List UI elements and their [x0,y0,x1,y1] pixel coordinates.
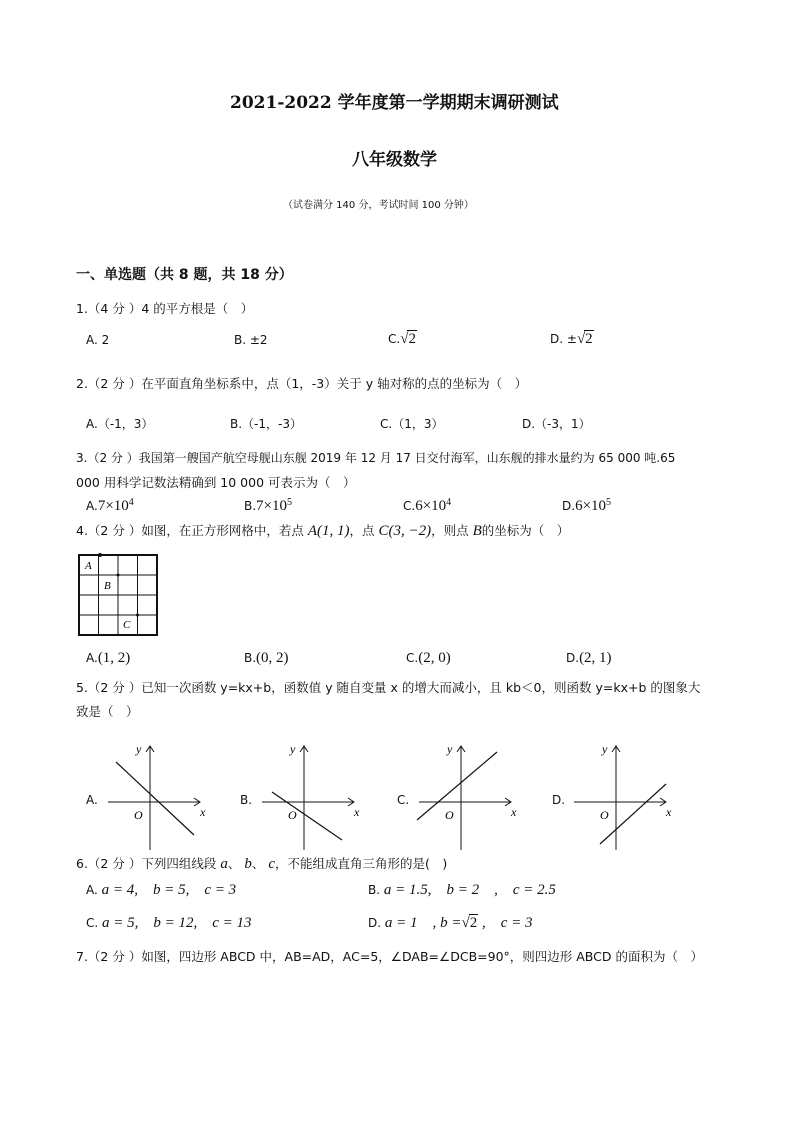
q3-option-d-expr: 6×10 [575,498,607,514]
q6-stem [76,854,447,873]
q1-option-c-radicand: 2 [408,331,416,347]
q4-option-a[interactable] [86,650,130,667]
q5-stem-line1: 5.（2 分 ）已知一次函数 y=kx+b，函数值 y 随自变量 x 的增大而减小，且 kb＜0，则函数 y=kx+b 的图象大 [76,680,701,695]
q7-stem: 7.（2 分 ）如图，四边形 ABCD 中，AB=AD，AC=5，∠DAB=∠DCB=90°，则四边形 ABCD 的面积为（ ） [76,949,703,964]
q3-option-a-label: A. [86,499,98,513]
y-axis-label: y [602,742,608,756]
q1-option-d[interactable] [550,330,594,348]
q4-point-a: A(1, 1) [307,523,350,539]
sqrt-symbol: √2 [576,331,593,347]
grid-point-c [136,614,139,617]
exam-note: （试卷满分 140 分，考试时间 100 分钟） [283,200,474,211]
q2-option-d[interactable]: D.（-3，1） [522,417,591,431]
origin-label: O [445,808,454,822]
q2-option-b[interactable]: B.（-1，-3） [230,417,302,431]
q5-option-b[interactable]: B. [240,793,253,807]
q6-option-d-a: a = 1 , [384,915,437,931]
function-line [272,792,342,840]
q1-option-d-radicand: 2 [585,331,593,347]
y-axis-label: y [447,742,453,756]
q5-graph-b [254,740,374,855]
exam-subtitle: 八年级数学 [352,150,437,170]
q3-option-b-expr: 7×10 [256,498,288,514]
q5-option-a[interactable]: A. [86,793,98,807]
q6-option-d-label: D. [368,916,382,930]
q1-option-c-label: C. [388,332,401,346]
q6-option-a-value: a = 4, b = 5, c = 3 [101,882,237,898]
q3-option-a-expr: 7×10 [97,498,129,514]
q4-option-d[interactable] [566,650,612,667]
q3-option-d-label: D. [562,499,576,513]
q3-option-b-label: B. [244,499,257,513]
q6-option-a-label: A. [86,883,98,897]
q4-option-d-label: D. [566,651,580,665]
q4-grid-figure [76,552,160,638]
q6-var-c: c [268,856,275,872]
q3-option-c-exp: 4 [446,497,452,508]
sqrt-symbol: √2 [400,331,416,347]
q4-option-b-label: B. [244,651,257,665]
q4-stem-tail: 的坐标为（ ） [481,523,570,538]
q6-sep2: 、 [251,856,265,871]
q5-option-c[interactable]: C. [397,793,410,807]
function-line [417,752,497,820]
q5-graph-d [566,740,686,855]
q5-option-d[interactable]: D. [552,793,566,807]
grid-label-b: B [104,580,111,592]
q6-option-b-value: a = 1.5, b = 2 , c = 2.5 [383,882,556,898]
q1-option-b[interactable]: B. ±2 [234,333,268,347]
q6-stem-post: ，不能组成直角三角形的是( ) [274,856,448,871]
q6-option-d-radicand: 2 [469,915,478,931]
q6-stem-pre: 6.（2 分 ）下列四组线段 [76,856,217,871]
q4-option-c[interactable] [406,650,451,667]
q2-option-c[interactable]: C.（1，3） [380,417,444,431]
q3-option-a[interactable] [86,497,134,515]
q1-stem: 1.（4 分 ）4 的平方根是（ ） [76,301,254,316]
x-axis-label: x [511,805,517,819]
q4-point-b: B [472,523,482,539]
q5-graph-a [100,740,220,855]
q4-point-c: C(3, −2) [378,523,432,539]
q4-option-d-value: (2, 1) [579,650,612,666]
q6-option-c-value: a = 5, b = 12, c = 13 [102,915,252,931]
q3-option-c-expr: 6×10 [415,498,447,514]
origin-label: O [134,808,143,822]
origin-label: O [288,808,297,822]
q4-stem [76,521,569,540]
q4-option-c-label: C. [406,651,419,665]
x-axis-label: x [200,805,206,819]
q3-option-c-label: C. [403,499,416,513]
q3-stem-line1: 3.（2 分 ）我国第一艘国产航空母舰山东舰 2019 年 12 月 17 日交付海军，山东舰的排水量约为 65 000 吨.65 [76,451,676,465]
q4-option-c-value: (2, 0) [418,650,451,666]
function-line [600,784,666,844]
sqrt-symbol: √2 [461,915,478,931]
q1-option-d-label: D. ± [550,332,577,346]
grid-point-a [98,553,102,557]
q4-option-b-value: (0, 2) [256,650,289,666]
q5-stem-line2: 致是（ ） [76,704,139,719]
q3-option-c[interactable] [403,497,451,515]
grid-point-b [117,574,120,577]
q6-option-a[interactable] [86,878,236,899]
q4-option-a-label: A. [86,651,98,665]
q4-stem-post: ，则点 [431,523,469,538]
q4-option-a-value: (1, 2) [97,650,131,666]
q5-graph-c [411,740,531,855]
q6-option-c-label: C. [86,916,99,930]
y-axis-label: y [290,742,296,756]
grid-label-c: C [123,619,131,631]
q3-option-b-exp: 5 [287,497,293,508]
q2-stem: 2.（2 分 ）在平面直角坐标系中，点（1，-3）关于 y 轴对称的点的坐标为（ ） [76,376,528,391]
q4-stem-mid: ，点 [349,523,375,538]
q3-stem-line2: 000 用科学记数法精确到 10 000 可表示为（ ） [76,475,356,490]
section-heading: 一、单选题（共 8 题，共 18 分） [76,267,293,283]
q6-option-d[interactable] [368,911,533,932]
q2-option-a[interactable]: A.（-1，3） [86,417,154,431]
q3-option-b[interactable] [244,497,292,515]
exam-title: 2021-2022 学年度第一学期期末调研测试 [230,93,559,113]
q6-option-b[interactable] [368,878,556,899]
q3-option-d-exp: 5 [606,497,612,508]
q1-option-a[interactable]: A. 2 [86,333,110,347]
x-axis-label: x [666,805,672,819]
q6-var-b: b [244,856,252,872]
q1-option-c[interactable] [388,330,417,348]
function-line [116,762,194,835]
q6-option-c[interactable] [86,911,252,932]
grid-label-a: A [85,560,92,572]
q6-option-b-label: B. [368,883,381,897]
q3-option-a-exp: 4 [128,497,134,508]
origin-label: O [600,808,609,822]
q6-option-d-c: , c = 3 [482,915,533,931]
x-axis-label: x [354,805,360,819]
y-axis-label: y [136,742,142,756]
q3-option-d[interactable] [562,497,611,515]
q6-var-a: a [220,856,228,872]
q4-stem-pre: 4.（2 分 ）如图，在正方形网格中，若点 [76,523,304,538]
q6-option-d-b: b = [440,915,462,931]
q4-option-b[interactable] [244,650,289,667]
q6-sep1: 、 [227,856,241,871]
